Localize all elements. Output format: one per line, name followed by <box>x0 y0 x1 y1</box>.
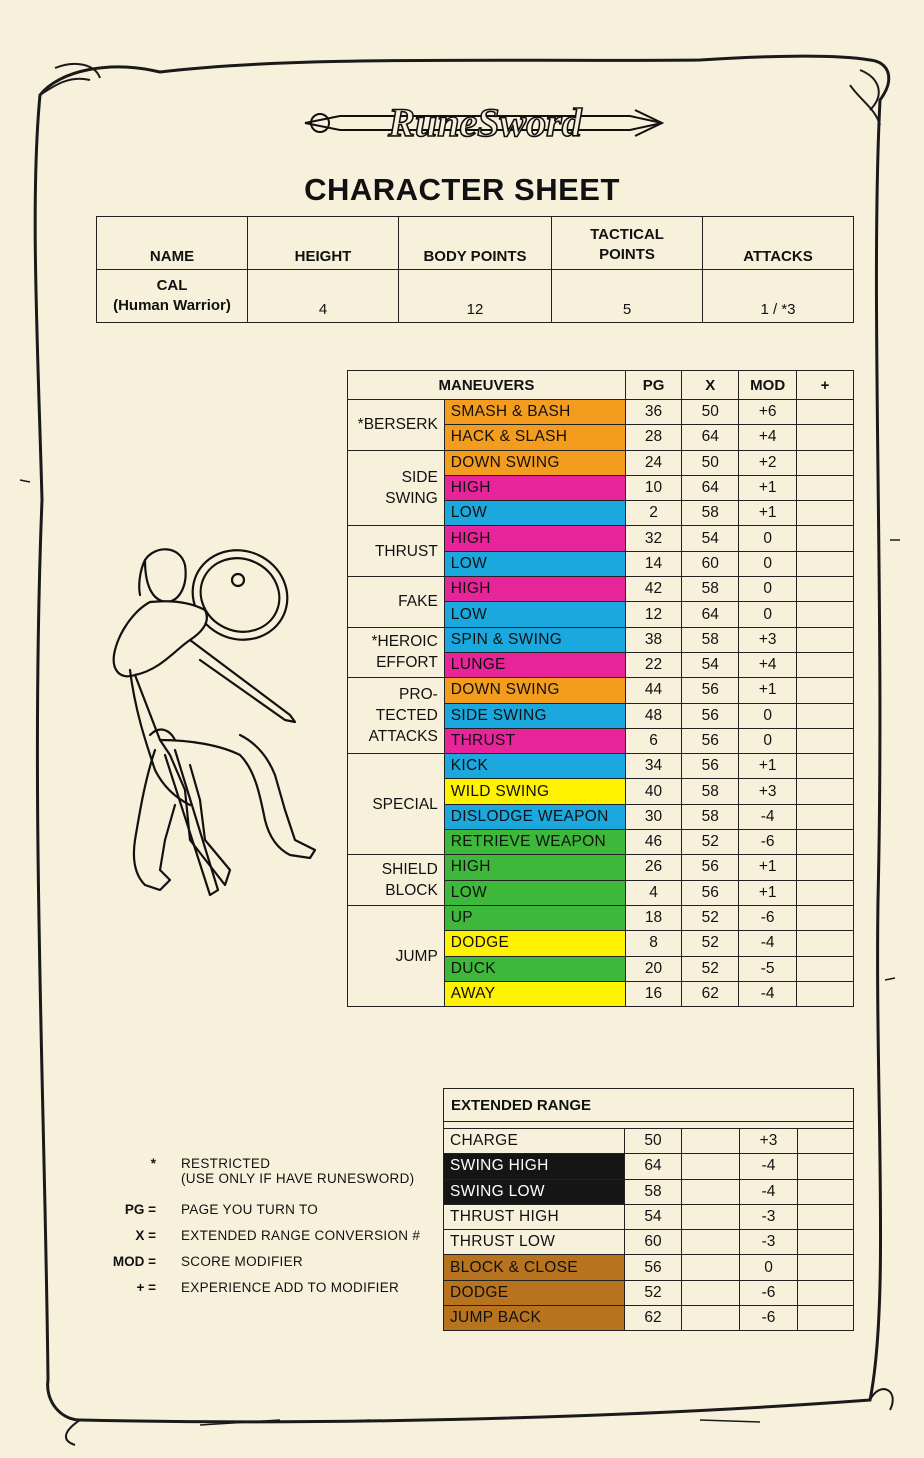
extended-plus <box>798 1280 854 1305</box>
maneuver-row <box>348 577 854 602</box>
extended-range-table <box>443 1088 854 1331</box>
maneuver-x: 54 <box>682 526 739 551</box>
maneuver-x: 64 <box>682 475 739 500</box>
extended-range-row <box>444 1154 854 1179</box>
extended-x <box>682 1204 740 1229</box>
maneuver-name: KICK <box>444 754 625 779</box>
legend-value: EXTENDED RANGE CONVERSION # <box>181 1228 421 1243</box>
character-name-cell <box>97 270 248 323</box>
extended-range-row <box>444 1255 854 1280</box>
maneuver-x: 54 <box>682 652 739 677</box>
maneuver-row <box>348 526 854 551</box>
maneuver-plus <box>796 425 853 450</box>
maneuver-plus <box>796 830 853 855</box>
maneuver-plus <box>796 475 853 500</box>
extended-plus <box>798 1154 854 1179</box>
maneuver-mod: -4 <box>739 981 797 1006</box>
maneuver-plus <box>796 501 853 526</box>
height-header: HEIGHT <box>248 217 399 270</box>
legend-row <box>92 1254 452 1280</box>
maneuver-mod: 0 <box>739 526 797 551</box>
maneuver-plus <box>796 602 853 627</box>
maneuver-x: 56 <box>682 678 739 703</box>
maneuver-plus <box>796 754 853 779</box>
extended-pg: 62 <box>625 1306 682 1331</box>
extended-pg: 56 <box>625 1255 682 1280</box>
maneuver-mod: +1 <box>739 855 797 880</box>
attacks-header: ATTACKS <box>703 217 854 270</box>
maneuver-pg: 46 <box>625 830 681 855</box>
maneuver-name: DOWN SWING <box>444 450 625 475</box>
maneuver-plus <box>796 652 853 677</box>
maneuver-x: 58 <box>682 627 739 652</box>
extended-plus <box>798 1204 854 1229</box>
maneuver-name: AWAY <box>444 981 625 1006</box>
maneuver-pg: 42 <box>625 577 681 602</box>
maneuver-group-label: JUMP <box>348 905 445 1006</box>
legend-key: PG = <box>124 1202 156 1217</box>
maneuver-x: 58 <box>682 804 739 829</box>
extended-mod: -3 <box>740 1204 798 1229</box>
maneuver-name: HACK & SLASH <box>444 425 625 450</box>
maneuver-mod: 0 <box>739 577 797 602</box>
extended-plus <box>798 1179 854 1204</box>
extended-range-header: EXTENDED RANGE <box>444 1089 854 1122</box>
maneuver-pg: 12 <box>625 602 681 627</box>
extended-plus <box>798 1230 854 1255</box>
maneuver-mod: -4 <box>739 931 797 956</box>
maneuver-name: SMASH & BASH <box>444 400 625 425</box>
maneuver-plus <box>796 551 853 576</box>
maneuver-mod: +1 <box>739 475 797 500</box>
extended-pg: 58 <box>625 1179 682 1204</box>
extended-mod: -6 <box>740 1280 798 1305</box>
maneuver-name: DOWN SWING <box>444 678 625 703</box>
maneuver-name: LOW <box>444 551 625 576</box>
extended-plus <box>798 1306 854 1331</box>
maneuver-name: LOW <box>444 602 625 627</box>
maneuver-row <box>348 905 854 930</box>
legend-value: EXPERIENCE ADD TO MODIFIER <box>181 1280 400 1295</box>
extended-maneuver-name: DODGE <box>444 1280 625 1305</box>
maneuver-pg: 36 <box>625 400 681 425</box>
page-title: CHARACTER SHEET <box>304 172 620 207</box>
maneuver-mod: +4 <box>739 652 797 677</box>
maneuver-pg: 10 <box>625 475 681 500</box>
maneuver-x: 58 <box>682 779 739 804</box>
character-name: CAL <box>156 277 188 294</box>
warrior-illustration <box>90 540 330 920</box>
maneuver-mod: -6 <box>739 905 797 930</box>
legend <box>92 1156 452 1306</box>
maneuver-group-label: SPECIAL <box>348 754 445 855</box>
extended-mod: 0 <box>740 1255 798 1280</box>
body-points-header: BODY POINTS <box>399 217 552 270</box>
maneuver-mod: -5 <box>739 956 797 981</box>
maneuver-x: 52 <box>682 956 739 981</box>
maneuver-pg: 16 <box>625 981 681 1006</box>
legend-value: RESTRICTED (USE ONLY IF HAVE RUNESWORD) <box>181 1156 415 1186</box>
pg-header: PG <box>625 371 681 400</box>
maneuver-group-label: *HEROIC EFFORT <box>348 627 445 678</box>
extended-x <box>682 1179 740 1204</box>
extended-range-row <box>444 1179 854 1204</box>
extended-x <box>682 1306 740 1331</box>
maneuver-group-label: *BERSERK <box>348 400 445 451</box>
maneuver-name: DODGE <box>444 931 625 956</box>
extended-mod: -4 <box>740 1154 798 1179</box>
maneuver-x: 56 <box>682 855 739 880</box>
extended-range-body <box>444 1122 854 1331</box>
maneuver-mod: +1 <box>739 880 797 905</box>
extended-range-row <box>444 1129 854 1154</box>
maneuver-plus <box>796 855 853 880</box>
maneuvers-table <box>347 370 854 1007</box>
maneuver-group-label: PRO- TECTED ATTACKS <box>348 678 445 754</box>
maneuver-group-label: THRUST <box>348 526 445 577</box>
maneuver-pg: 24 <box>625 450 681 475</box>
maneuver-plus <box>796 905 853 930</box>
maneuver-pg: 48 <box>625 703 681 728</box>
extended-pg: 60 <box>625 1230 682 1255</box>
attacks-value: 1 / *3 <box>703 270 854 323</box>
extended-maneuver-name: SWING HIGH <box>444 1154 625 1179</box>
maneuver-mod: +3 <box>739 779 797 804</box>
maneuver-name: DISLODGE WEAPON <box>444 804 625 829</box>
maneuver-pg: 20 <box>625 956 681 981</box>
legend-key: + = <box>136 1280 156 1295</box>
legend-key: X = <box>135 1228 156 1243</box>
maneuver-x: 50 <box>682 400 739 425</box>
maneuver-plus <box>796 450 853 475</box>
extended-pg: 50 <box>625 1129 682 1154</box>
maneuver-mod: 0 <box>739 703 797 728</box>
maneuver-pg: 38 <box>625 627 681 652</box>
maneuver-mod: +6 <box>739 400 797 425</box>
maneuver-name: LUNGE <box>444 652 625 677</box>
extended-x <box>682 1280 740 1305</box>
maneuver-plus <box>796 703 853 728</box>
maneuver-name: HIGH <box>444 475 625 500</box>
maneuver-group-label: FAKE <box>348 577 445 628</box>
maneuver-name: LOW <box>444 880 625 905</box>
maneuver-row <box>348 754 854 779</box>
maneuver-name: SPIN & SWING <box>444 627 625 652</box>
maneuver-x: 50 <box>682 450 739 475</box>
maneuvers-body <box>348 400 854 1007</box>
maneuver-mod: +1 <box>739 754 797 779</box>
maneuver-plus <box>796 956 853 981</box>
maneuver-name: LOW <box>444 501 625 526</box>
maneuver-plus <box>796 931 853 956</box>
svg-text:RuneSword: RuneSword <box>388 100 582 145</box>
maneuver-name: RETRIEVE WEAPON <box>444 830 625 855</box>
maneuver-pg: 8 <box>625 931 681 956</box>
extended-plus <box>798 1255 854 1280</box>
maneuver-name: HIGH <box>444 577 625 602</box>
extended-pg: 64 <box>625 1154 682 1179</box>
maneuver-name: HIGH <box>444 526 625 551</box>
maneuver-mod: +2 <box>739 450 797 475</box>
tactical-points-header: TACTICAL POINTS <box>552 217 703 270</box>
extended-maneuver-name: CHARGE <box>444 1129 625 1154</box>
maneuver-plus <box>796 728 853 753</box>
extended-maneuver-name: THRUST LOW <box>444 1230 625 1255</box>
extended-mod: -3 <box>740 1230 798 1255</box>
maneuver-plus <box>796 577 853 602</box>
extended-x <box>682 1129 740 1154</box>
maneuver-x: 60 <box>682 551 739 576</box>
maneuver-plus <box>796 400 853 425</box>
character-class: (Human Warrior) <box>113 297 231 314</box>
extended-mod: -4 <box>740 1179 798 1204</box>
maneuvers-header: MANEUVERS <box>348 371 626 400</box>
maneuver-pg: 28 <box>625 425 681 450</box>
legend-key: * <box>150 1156 156 1171</box>
maneuver-x: 64 <box>682 425 739 450</box>
legend-row <box>92 1202 452 1228</box>
height-value: 4 <box>248 270 399 323</box>
tactical-points-value: 5 <box>552 270 703 323</box>
extended-maneuver-name: THRUST HIGH <box>444 1204 625 1229</box>
legend-row <box>92 1280 452 1306</box>
extended-pg: 54 <box>625 1204 682 1229</box>
maneuver-x: 56 <box>682 703 739 728</box>
maneuver-mod: -4 <box>739 804 797 829</box>
legend-row <box>92 1156 452 1202</box>
maneuver-pg: 4 <box>625 880 681 905</box>
maneuver-x: 52 <box>682 931 739 956</box>
maneuver-pg: 14 <box>625 551 681 576</box>
plus-header: + <box>796 371 853 400</box>
maneuver-name: UP <box>444 905 625 930</box>
maneuver-plus <box>796 678 853 703</box>
spacer-cell <box>444 1122 854 1129</box>
maneuver-x: 62 <box>682 981 739 1006</box>
maneuver-mod: +4 <box>739 425 797 450</box>
maneuver-row <box>348 855 854 880</box>
x-header: X <box>682 371 739 400</box>
extended-x <box>682 1154 740 1179</box>
maneuver-plus <box>796 779 853 804</box>
maneuver-name: SIDE SWING <box>444 703 625 728</box>
body-points-value: 12 <box>399 270 552 323</box>
extended-range-row <box>444 1306 854 1331</box>
maneuver-x: 56 <box>682 728 739 753</box>
legend-row <box>92 1228 452 1254</box>
maneuver-pg: 22 <box>625 652 681 677</box>
maneuver-name: HIGH <box>444 855 625 880</box>
maneuver-x: 58 <box>682 501 739 526</box>
maneuver-plus <box>796 627 853 652</box>
maneuver-row <box>348 450 854 475</box>
maneuver-mod: 0 <box>739 728 797 753</box>
extended-x <box>682 1230 740 1255</box>
maneuver-name: WILD SWING <box>444 779 625 804</box>
maneuver-pg: 40 <box>625 779 681 804</box>
maneuver-row <box>348 678 854 703</box>
maneuver-mod: +1 <box>739 501 797 526</box>
maneuver-pg: 18 <box>625 905 681 930</box>
extended-maneuver-name: BLOCK & CLOSE <box>444 1255 625 1280</box>
extended-plus <box>798 1129 854 1154</box>
maneuver-x: 56 <box>682 754 739 779</box>
name-header: NAME <box>97 217 248 270</box>
mod-header: MOD <box>739 371 797 400</box>
extended-maneuver-name: SWING LOW <box>444 1179 625 1204</box>
maneuver-mod: 0 <box>739 551 797 576</box>
maneuver-mod: 0 <box>739 602 797 627</box>
extended-range-row <box>444 1230 854 1255</box>
maneuver-pg: 32 <box>625 526 681 551</box>
maneuver-pg: 26 <box>625 855 681 880</box>
extended-pg: 52 <box>625 1280 682 1305</box>
runesword-logo <box>300 88 670 158</box>
maneuver-x: 56 <box>682 880 739 905</box>
extended-maneuver-name: JUMP BACK <box>444 1306 625 1331</box>
extended-mod: +3 <box>740 1129 798 1154</box>
maneuver-plus <box>796 880 853 905</box>
maneuver-x: 58 <box>682 577 739 602</box>
maneuver-pg: 30 <box>625 804 681 829</box>
maneuver-plus <box>796 526 853 551</box>
maneuver-group-label: SIDE SWING <box>348 450 445 526</box>
legend-key: MOD = <box>112 1254 156 1269</box>
maneuver-name: THRUST <box>444 728 625 753</box>
maneuver-row <box>348 627 854 652</box>
legend-value: PAGE YOU TURN TO <box>181 1202 319 1217</box>
extended-range-row <box>444 1204 854 1229</box>
legend-value: SCORE MODIFIER <box>181 1254 303 1269</box>
maneuver-plus <box>796 804 853 829</box>
maneuver-pg: 2 <box>625 501 681 526</box>
maneuver-x: 64 <box>682 602 739 627</box>
maneuver-mod: -6 <box>739 830 797 855</box>
maneuver-pg: 6 <box>625 728 681 753</box>
maneuver-row <box>348 400 854 425</box>
character-stats-table <box>96 216 854 323</box>
spacer-row <box>444 1122 854 1129</box>
maneuver-group-label: SHIELD BLOCK <box>348 855 445 906</box>
extended-x <box>682 1255 740 1280</box>
maneuver-pg: 44 <box>625 678 681 703</box>
maneuver-mod: +3 <box>739 627 797 652</box>
maneuver-plus <box>796 981 853 1006</box>
extended-mod: -6 <box>740 1306 798 1331</box>
extended-range-row <box>444 1280 854 1305</box>
maneuver-pg: 34 <box>625 754 681 779</box>
maneuver-x: 52 <box>682 830 739 855</box>
maneuver-name: DUCK <box>444 956 625 981</box>
maneuver-mod: +1 <box>739 678 797 703</box>
maneuver-x: 52 <box>682 905 739 930</box>
